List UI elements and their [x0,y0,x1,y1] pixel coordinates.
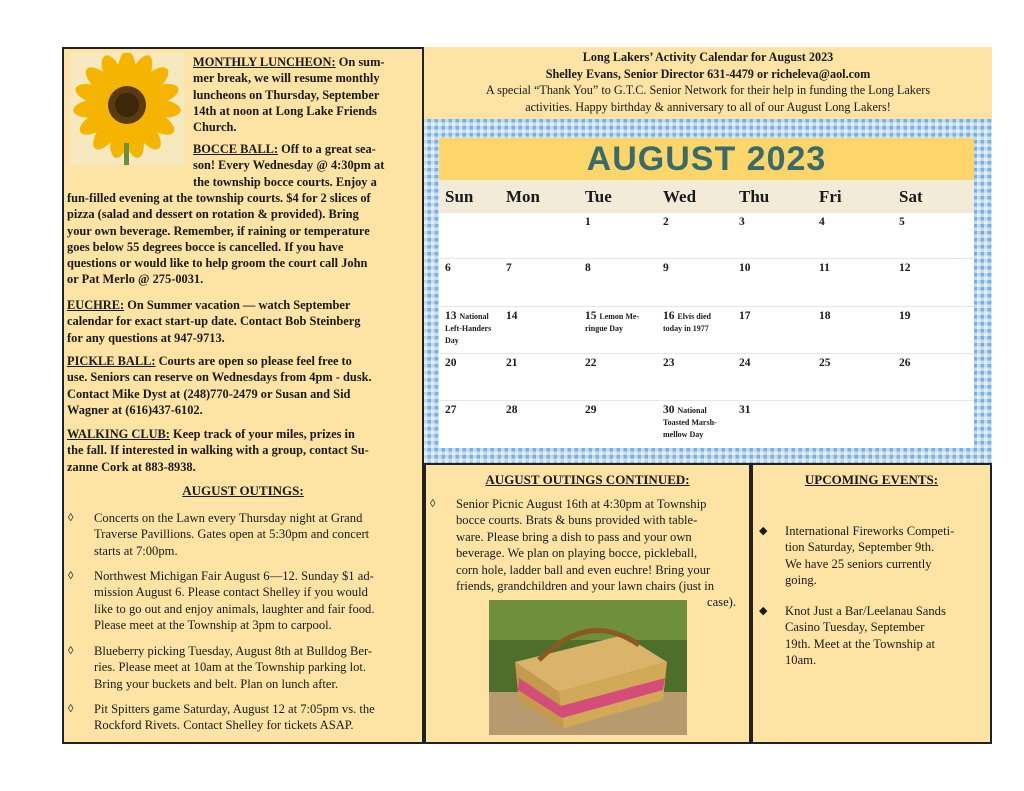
day-note-line: Lemon Me- [599,312,640,321]
day-number: 14 [506,310,518,322]
walking-heading: WALKING CLUB: [67,427,170,441]
outing-line: Senior Picnic August 16th at 4:30pm at Township [456,497,707,511]
outing-line: corn hole, ladder ball and even euchre! Bring your [456,562,711,577]
calendar-day-cell [819,216,891,228]
day-of-week-header: Thu [739,187,770,206]
outing-line: starts at 7:00pm. [94,543,178,558]
euchre-line: for any questions at 947-9713. [67,330,225,345]
day-number: 13 [445,310,457,322]
calendar-day-cell [585,310,657,334]
outing-line: Rockford Rivets. Contact Shelley for tickets ASAP. [94,718,354,733]
calendar-day-cell [739,357,811,369]
calendar-day-cell [663,216,735,228]
calendar-day-cell [585,357,657,369]
bocce-line: or Pat Merlo @ 275-0031. [67,272,204,287]
luncheon-line: 14th at noon at Long Lake Friends [193,103,377,118]
calendar-day-cell [663,357,735,369]
day-number: 15 [585,310,597,322]
upcoming-events-title: UPCOMING EVENTS: [804,472,939,487]
day-number: 4 [819,216,825,228]
day-note-line: Left-Handers [445,324,492,333]
day-of-week-header: Sat [899,187,923,206]
day-of-week-header: Mon [506,187,540,206]
event-line: going. [785,573,817,588]
luncheon-text: On sum- [338,55,385,69]
diamond-bullet-icon: ◆ [759,525,768,537]
outing-line: Bring your buckets and belt. Plan on lunch after. [94,676,339,691]
calendar-day-cell [899,357,971,369]
day-number: 3 [739,216,745,228]
calendar-title: Long Lakers’ Activity Calendar for August 2023 [582,50,834,64]
calendar-day-cell [506,262,578,274]
diamond-bullet-icon: ◊ [68,645,74,657]
day-note-line: ringue Day [585,324,623,333]
days-of-week-row [439,180,974,213]
luncheon-line: mer break, we will resume monthly [193,71,380,86]
event-line: tion Saturday, September 9th. [785,540,935,555]
day-note-line: Elvis died [677,312,711,321]
day-number: 16 [663,310,675,322]
director-contact: Shelley Evans, Senior Director 631-4479 or richeleva@aol.com [545,66,871,81]
calendar-day-cell [585,262,657,274]
day-number: 17 [739,310,751,322]
month-title: AUGUST 2023 [586,140,827,178]
pickleball-section [67,353,423,418]
calendar-day-cell [663,404,735,440]
calendar-day-cell [739,216,811,228]
day-number: 18 [819,310,831,322]
day-note-line: National [677,406,707,415]
luncheon-line: luncheons on Thursday, September [193,87,380,102]
calendar-row-divider [439,353,974,354]
outing-line: mission August 6. Please contact Shelley if you would [94,585,368,600]
diamond-bullet-icon: ◊ [68,570,74,582]
august-outings-title: AUGUST OUTINGS: [182,483,304,498]
day-number: 20 [445,357,457,369]
calendar-day-cell [739,262,811,274]
bocce-line: fun-filled evening at the township courts. $4 for 2 slices of [67,191,371,205]
bocce-line: goes below 55 degrees bocce is cancelled. If you have [67,239,344,254]
thanks-line: A special “Thank You” to G.T.C. Senior Network for their help in funding the Long Lakers [485,83,931,97]
day-of-week-header: Wed [663,187,697,206]
outing-line: Traverse Pavillions. Gates open at 5:30pm and concert [94,527,370,542]
bocce-line: Off to a great sea- [281,142,376,156]
day-note-line: Toasted Marsh- [663,418,717,427]
outing-line: Concerts on the Lawn every Thursday night at Grand [94,511,363,525]
calendar-day-cell [819,357,891,369]
pickleball-line: use. Seniors can reserve on Wednesdays from 4pm - dusk. [67,370,372,385]
diamond-bullet-icon: ◊ [68,512,74,524]
day-number: 27 [445,404,457,416]
calendar-day-cell [506,310,578,322]
calendar-header [424,47,992,119]
calendar-row-divider [439,258,974,259]
day-number: 21 [506,357,518,369]
day-number: 31 [739,404,751,416]
day-number: 28 [506,404,518,416]
day-number: 5 [899,216,905,228]
calendar-day-cell [585,216,657,228]
day-number: 10 [739,262,751,274]
luncheon-heading: MONTHLY LUNCHEON: [193,55,336,69]
euchre-heading: EUCHRE: [67,298,125,312]
calendar-day-cell [506,357,578,369]
outing-line: friends, grandchildren and your lawn chairs (just in [456,579,715,594]
outing-line: beverage. We plan on playing bocce, pickleball, [456,546,698,561]
outing-line: Northwest Michigan Fair August 6—12. Sunday $1 ad- [94,569,374,583]
day-number: 19 [899,310,911,322]
pickleball-line: Contact Mike Dyst at (248)770-2479 or Susan and Sid [67,386,351,401]
outing-line: case). [706,595,736,610]
left-column [62,47,424,744]
walking-section [67,426,423,475]
luncheon-line: Church. [193,120,237,135]
day-number: 6 [445,262,451,274]
calendar-day-cell [506,404,578,416]
day-number: 12 [899,262,911,274]
diamond-bullet-icon: ◊ [68,703,74,715]
bocce-heading: BOCCE BALL: [193,142,279,156]
day-number: 26 [899,357,911,369]
outing-line: Blueberry picking Tuesday, August 8th at Bulldog Ber- [94,644,373,658]
day-of-week-header: Tue [585,187,612,206]
day-of-week-header: Fri [819,187,842,206]
day-number: 11 [819,262,830,274]
event-line: Knot Just a Bar/Leelanau Sands [785,604,946,618]
luncheon-section [193,54,418,135]
bocce-section [193,141,421,190]
bocce-line: your own beverage. Remember, if raining or temperature [67,223,370,238]
outing-line: ware. Please bring a dish to pass and your own [456,529,692,544]
day-number: 2 [663,216,669,228]
day-number: 9 [663,262,669,274]
thanks-line: activities. Happy birthday & anniversary to all of our August Long Lakers! [525,99,891,114]
outing-line: ries. Please meet at 10am at the Township parking lot. [94,660,367,675]
calendar-day-cell [819,262,891,274]
calendar-day-cell [663,310,735,334]
calendar-day-cell [739,310,811,322]
day-note-line: today in 1977 [663,324,709,333]
calendar-day-cell [819,310,891,322]
day-number: 25 [819,357,831,369]
bocce-section-cont [67,190,423,288]
event-line: 19th. Meet at the Township at [785,636,935,651]
diamond-bullet-icon: ◆ [759,605,768,617]
calendar-grid [439,180,974,448]
day-number: 23 [663,357,675,369]
outing-line: like to go out and enjoy animals, laughter and fair food. [94,601,375,616]
picnic-basket-image [489,600,687,735]
pickleball-line: Courts are open so please feel free to [158,354,352,368]
calendar-row-divider [439,306,974,307]
calendar-day-cell [899,310,971,322]
calendar-row-divider [439,400,974,401]
calendar-day-cell [585,404,657,416]
day-number: 8 [585,262,591,274]
event-line: We have 25 seniors currently [785,556,932,571]
diamond-bullet-icon: ◊ [430,498,436,510]
day-number: 29 [585,404,597,416]
sunflower-image [70,53,184,165]
day-number: 30 [663,404,675,416]
event-line: International Fireworks Competi- [785,524,955,538]
euchre-section [67,297,423,346]
month-banner [439,138,974,180]
day-number: 22 [585,357,597,369]
day-note-line: mellow Day [663,430,704,439]
calendar-day-cell [899,262,971,274]
day-number: 7 [506,262,512,274]
day-note-line: Day [445,336,459,345]
bocce-line: questions or would like to help groom the court call John [67,256,368,271]
walking-line: zanne Cork at 883-8938. [67,459,196,474]
day-note-line: National [459,312,489,321]
upcoming-events-panel [751,463,992,744]
bocce-line: pizza (salad and dessert on rotation & provided). Bring [67,207,359,222]
event-line: 10am. [785,653,817,668]
calendar-day-cell [663,262,735,274]
outing-line: bocce courts. Brats & buns provided with table- [456,513,698,528]
euchre-line: calendar for exact start-up date. Contact Bob Steinberg [67,314,361,329]
day-number: 24 [739,357,751,369]
calendar-day-cell [899,216,971,228]
pickleball-heading: PICKLE BALL: [67,354,156,368]
outings-continued-title: AUGUST OUTINGS CONTINUED: [485,472,690,487]
walking-line: Keep track of your miles, prizes in [173,427,355,441]
euchre-line: On Summer vacation — watch September [127,298,351,312]
walking-line: the fall. If interested in walking with a group, contact Su- [67,443,369,458]
bocce-line: the township bocce courts. Enjoy a [193,174,377,189]
day-of-week-header: Sun [445,187,474,206]
calendar-day-cell [739,404,811,416]
day-number: 1 [585,216,591,228]
outing-line: Please meet at the Township at 3pm to carpool. [94,618,332,633]
bocce-line: son! Every Wednesday @ 4:30pm at [193,158,385,173]
pickleball-line: Wagner at (616)437-6102. [67,402,203,417]
event-line: Casino Tuesday, September [785,620,925,635]
outing-line: Pit Spitters game Saturday, August 12 at 7:05pm vs. the [94,702,375,716]
